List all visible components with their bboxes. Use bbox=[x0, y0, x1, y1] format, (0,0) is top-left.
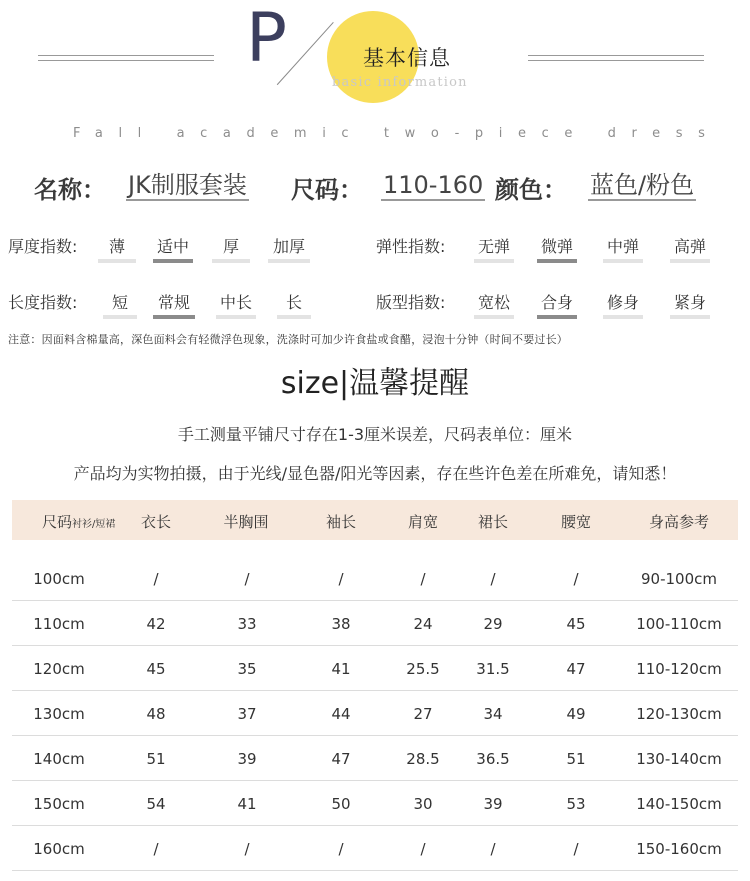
table-cell-shoulder: 30 bbox=[413, 795, 433, 813]
section-title: 基本信息 bbox=[363, 46, 451, 70]
table-cell-half-chest: 33 bbox=[237, 615, 257, 633]
table-cell-size: 100cm bbox=[33, 570, 85, 588]
header-letter: P bbox=[246, 0, 288, 78]
table-cell-length: 54 bbox=[146, 795, 166, 813]
fit-index-label: 版型指数: bbox=[376, 293, 446, 312]
table-header-height-ref: 身高参考 bbox=[648, 513, 709, 531]
table-cell-shoulder: 27 bbox=[413, 705, 433, 723]
thickness-option: 厚 bbox=[212, 234, 250, 257]
table-cell-height-ref: 140-150cm bbox=[636, 795, 722, 813]
table-cell-half-chest: 41 bbox=[237, 795, 257, 813]
table-cell-half-chest: 37 bbox=[237, 705, 257, 723]
table-cell-height-ref: 90-100cm bbox=[641, 570, 717, 588]
thickness-option-selected: 适中 bbox=[153, 234, 193, 257]
length-option: 长 bbox=[277, 290, 311, 313]
table-row-divider bbox=[12, 600, 738, 601]
table-row-divider bbox=[12, 825, 738, 826]
length-option-selected: 常规 bbox=[153, 290, 195, 313]
table-cell-waist: 47 bbox=[566, 660, 586, 678]
header-rule-right-top bbox=[528, 55, 704, 56]
table-cell-sleeve: 44 bbox=[331, 705, 351, 723]
table-cell-height-ref: 130-140cm bbox=[636, 750, 722, 768]
table-header-skirt-length: 裙长 bbox=[477, 513, 508, 531]
table-cell-shoulder: 24 bbox=[413, 615, 433, 633]
table-cell-half-chest: / bbox=[244, 570, 250, 588]
table-header-shoulder: 肩宽 bbox=[407, 513, 438, 531]
table-cell-shoulder: 25.5 bbox=[406, 660, 440, 678]
table-cell-sleeve: / bbox=[338, 570, 344, 588]
table-cell-size: 150cm bbox=[33, 795, 85, 813]
table-cell-skirt-length: 34 bbox=[483, 705, 503, 723]
table-cell-height-ref: 110-120cm bbox=[636, 660, 722, 678]
elasticity-option: 中弹 bbox=[603, 234, 643, 257]
table-cell-skirt-length: / bbox=[490, 840, 496, 858]
length-option: 短 bbox=[103, 290, 137, 313]
color-difference-note: 产品均为实物拍摄，由于光线/显色器/阳光等因素，存在些许色差在所难免，请知悉！ bbox=[73, 464, 677, 483]
table-cell-length: 51 bbox=[146, 750, 166, 768]
length-index-label: 长度指数: bbox=[8, 293, 78, 312]
table-row-divider bbox=[12, 780, 738, 781]
table-cell-skirt-length: 39 bbox=[483, 795, 503, 813]
measurement-note: 手工测量平铺尺寸存在1-3厘米误差，尺码表单位：厘米 bbox=[177, 425, 573, 444]
table-cell-size: 110cm bbox=[33, 615, 85, 633]
table-cell-length: 42 bbox=[146, 615, 166, 633]
elasticity-option: 无弹 bbox=[474, 234, 514, 257]
table-cell-sleeve: 47 bbox=[331, 750, 351, 768]
header-rule-left-bottom bbox=[38, 60, 214, 61]
table-row-divider bbox=[12, 690, 738, 691]
fit-option: 紧身 bbox=[670, 290, 710, 313]
table-cell-waist: 45 bbox=[566, 615, 586, 633]
thickness-index-label: 厚度指数: bbox=[8, 237, 78, 256]
elasticity-option: 高弹 bbox=[670, 234, 710, 257]
table-cell-size: 130cm bbox=[33, 705, 85, 723]
table-cell-sleeve: / bbox=[338, 840, 344, 858]
table-cell-shoulder: / bbox=[420, 570, 426, 588]
table-cell-waist: / bbox=[573, 570, 579, 588]
thickness-option: 薄 bbox=[98, 234, 136, 257]
size-value: 110-160 bbox=[383, 171, 484, 199]
name-label: 名称： bbox=[34, 176, 106, 204]
color-value: 蓝色/粉色 bbox=[590, 171, 695, 199]
table-cell-sleeve: 41 bbox=[331, 660, 351, 678]
table-cell-size: 120cm bbox=[33, 660, 85, 678]
table-cell-size: 140cm bbox=[33, 750, 85, 768]
section-subtitle: basic information bbox=[332, 75, 468, 90]
size-table-header bbox=[12, 500, 738, 540]
table-cell-skirt-length: 29 bbox=[483, 615, 503, 633]
table-header-waist: 腰宽 bbox=[560, 513, 591, 531]
table-cell-half-chest: 35 bbox=[237, 660, 257, 678]
color-label: 颜色： bbox=[495, 176, 567, 204]
length-option: 中长 bbox=[216, 290, 256, 313]
fit-option: 宽松 bbox=[474, 290, 514, 313]
table-header-size: 尺码衬衫/短裙 bbox=[42, 513, 116, 531]
table-cell-waist: 53 bbox=[566, 795, 586, 813]
table-cell-half-chest: / bbox=[244, 840, 250, 858]
header-rule-right-bottom bbox=[528, 60, 704, 61]
fit-option: 修身 bbox=[603, 290, 643, 313]
table-header-sleeve: 袖长 bbox=[325, 513, 356, 531]
table-cell-half-chest: 39 bbox=[237, 750, 257, 768]
table-cell-sleeve: 38 bbox=[331, 615, 351, 633]
table-cell-sleeve: 50 bbox=[331, 795, 351, 813]
table-cell-height-ref: 120-130cm bbox=[636, 705, 722, 723]
table-header-length: 衣长 bbox=[140, 513, 171, 531]
header-rule-left-top bbox=[38, 55, 214, 56]
table-cell-height-ref: 100-110cm bbox=[636, 615, 722, 633]
table-cell-skirt-length: / bbox=[490, 570, 496, 588]
table-cell-waist: 49 bbox=[566, 705, 586, 723]
elasticity-option-selected: 微弹 bbox=[537, 234, 577, 257]
size-label: 尺码： bbox=[291, 176, 363, 204]
elasticity-index-label: 弹性指数: bbox=[376, 237, 446, 256]
table-cell-size: 160cm bbox=[33, 840, 85, 858]
table-row-divider bbox=[12, 870, 738, 871]
table-row-divider bbox=[12, 735, 738, 736]
table-header-half-chest: 半胸围 bbox=[223, 513, 269, 531]
table-cell-length: 45 bbox=[146, 660, 166, 678]
table-cell-shoulder: / bbox=[420, 840, 426, 858]
table-cell-waist: / bbox=[573, 840, 579, 858]
table-cell-height-ref: 150-160cm bbox=[636, 840, 722, 858]
care-note: 注意：因面料含棉量高，深色面料会有轻微浮色现象，洗涤时可加少许食盐或食醋，浸泡十分钟（时间不要过长） bbox=[8, 333, 568, 346]
size-section-title: size|温馨提醒 bbox=[280, 366, 470, 401]
tagline: Fall academic two-piece dress bbox=[73, 126, 721, 141]
name-value: JK制服套装 bbox=[128, 171, 247, 199]
table-cell-shoulder: 28.5 bbox=[406, 750, 440, 768]
thickness-option: 加厚 bbox=[268, 234, 310, 257]
fit-option-selected: 合身 bbox=[537, 290, 577, 313]
table-cell-length: 48 bbox=[146, 705, 166, 723]
table-cell-skirt-length: 36.5 bbox=[476, 750, 510, 768]
table-cell-length: / bbox=[153, 570, 159, 588]
table-cell-skirt-length: 31.5 bbox=[476, 660, 510, 678]
table-cell-waist: 51 bbox=[566, 750, 586, 768]
table-row-divider bbox=[12, 645, 738, 646]
table-cell-length: / bbox=[153, 840, 159, 858]
